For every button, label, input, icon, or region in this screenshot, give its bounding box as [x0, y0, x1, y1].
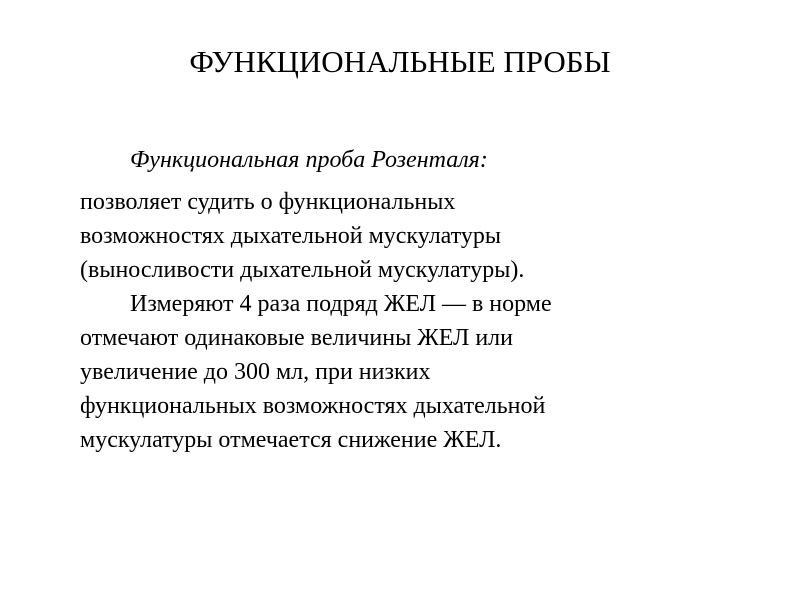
body-line: мускулатуры отмечается снижение ЖЕЛ.: [80, 427, 502, 453]
body-line: Измеряют 4 раза подряд ЖЕЛ — в норме: [130, 291, 552, 317]
body-line: позволяет судить о функциональных: [80, 189, 456, 215]
body-line: (выносливости дыхательной мускулатуры).: [80, 257, 525, 283]
body-line: увеличение до 300 мл, при низких: [80, 359, 431, 385]
test-name-heading: Функциональная проба Розенталя:: [130, 147, 488, 173]
body-line: возможностях дыхательной мускулатуры: [80, 223, 501, 249]
body-text: [80, 185, 760, 457]
body-line: функциональных возможностях дыхательной: [80, 393, 546, 419]
slide-title: ФУНКЦИОНАЛЬНЫЕ ПРОБЫ: [189, 44, 611, 79]
body-line: отмечают одинаковые величины ЖЕЛ или: [80, 325, 513, 351]
